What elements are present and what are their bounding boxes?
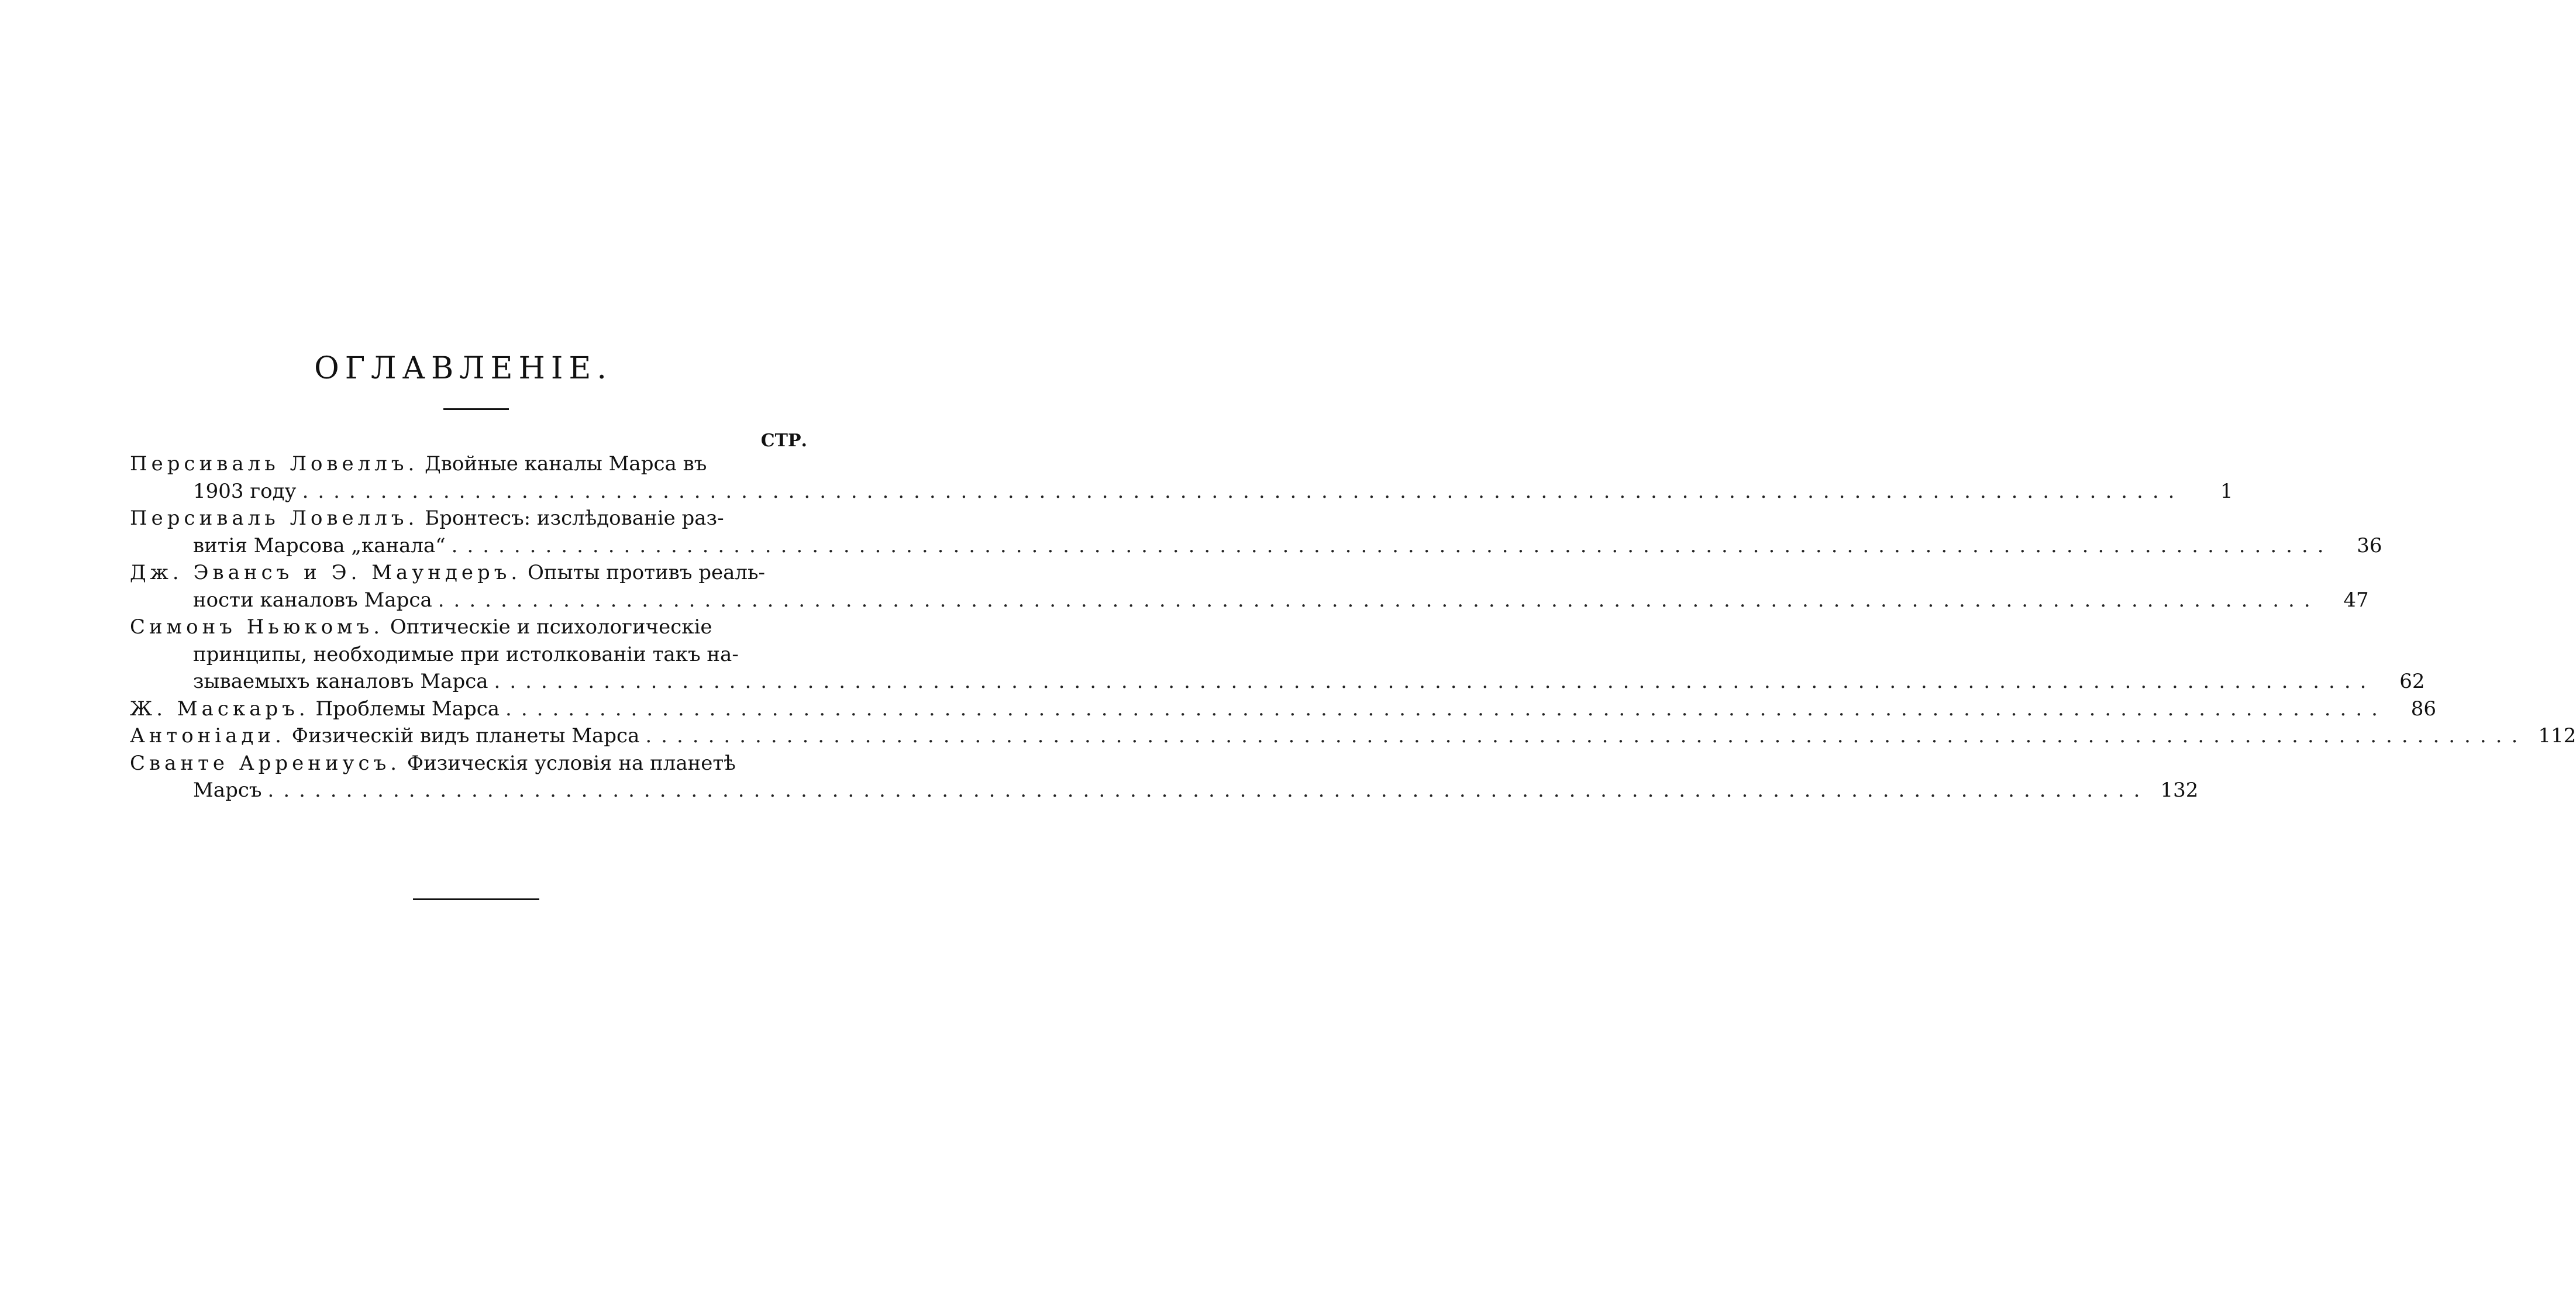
toc-entry[interactable] bbox=[130, 559, 2369, 614]
toc-entry-line bbox=[130, 478, 2233, 505]
toc-entry-page-number: 47 bbox=[2343, 588, 2369, 612]
toc-entry-line bbox=[130, 695, 2436, 723]
toc-entry-text bbox=[130, 615, 712, 639]
toc-entry-title: витія Марсова „канала“ bbox=[193, 533, 446, 557]
toc-entry-text bbox=[130, 752, 736, 775]
page-title: ОГЛАВЛЕНІЕ. bbox=[314, 351, 612, 386]
toc-entry-line bbox=[130, 777, 2199, 804]
toc-entry-author: Симонъ Ньюкомъ. bbox=[130, 615, 384, 639]
toc-entry-title: Марсъ bbox=[193, 779, 262, 802]
toc-entry-text bbox=[193, 532, 446, 560]
toc-entry-line bbox=[130, 532, 2382, 560]
toc-entry-page-number: 86 bbox=[2410, 697, 2436, 721]
toc-entry-line bbox=[130, 722, 2576, 750]
toc-entry-text bbox=[193, 478, 297, 505]
toc-entry-text bbox=[130, 507, 724, 530]
toc-entry-line bbox=[130, 450, 804, 478]
toc-entry-page-number: 1 bbox=[2220, 479, 2233, 503]
toc-entry-author: Дж. Эвансъ и Э. Маундеръ. bbox=[130, 561, 522, 584]
toc-entry-page-number: 132 bbox=[2160, 779, 2199, 802]
toc-entry-title: принципы, необходимые при истолкованіи такъ на- bbox=[193, 642, 739, 666]
toc-entry-text bbox=[130, 695, 500, 723]
toc-entry-text bbox=[130, 722, 639, 750]
toc-entry-title: Оптическіе и психологическіе bbox=[390, 615, 712, 639]
toc-entry-author: Антоніади. bbox=[130, 724, 285, 748]
toc-entry-author: Персиваль Ловеллъ. bbox=[130, 507, 419, 530]
toc-entry[interactable] bbox=[130, 450, 2233, 505]
toc-entry-title: Двойные каналы Марса въ bbox=[425, 452, 707, 476]
dot-leader: ........................................................................................................................ bbox=[438, 588, 2320, 612]
toc-entry-text bbox=[193, 643, 739, 666]
bottom-divider bbox=[413, 898, 539, 900]
page-column-header: СТР. bbox=[760, 430, 807, 451]
toc-entry-author: Ж. Маскаръ. bbox=[130, 697, 309, 721]
toc-entry-page-number: 36 bbox=[2357, 533, 2382, 557]
toc-entry-line bbox=[130, 668, 2425, 695]
toc-entry[interactable] bbox=[130, 505, 2382, 559]
toc-entry-text bbox=[193, 668, 488, 695]
toc-entry[interactable] bbox=[130, 722, 2576, 750]
toc-entry[interactable] bbox=[130, 695, 2436, 723]
table-of-contents bbox=[130, 450, 2576, 804]
toc-entry-line bbox=[130, 641, 804, 669]
toc-entry-line bbox=[130, 750, 804, 777]
toc-entry-line bbox=[130, 559, 804, 587]
toc-entry-title: зываемыхъ каналовъ Марса bbox=[193, 670, 488, 693]
toc-entry-title: Бронтесъ: изслѣдованіе раз- bbox=[425, 507, 724, 530]
title-divider bbox=[443, 408, 509, 410]
toc-entry-page-number: 62 bbox=[2399, 670, 2425, 693]
dot-leader: ........................................................................................................................ bbox=[494, 670, 2376, 693]
toc-entry-title: Физическій видъ планеты Марса bbox=[291, 724, 640, 748]
toc-entry-text bbox=[193, 777, 262, 804]
toc-entry-title: Проблемы Марса bbox=[315, 697, 500, 721]
toc-entry-page-number: 112 bbox=[2538, 724, 2576, 748]
toc-entry-line bbox=[130, 587, 2369, 614]
dot-leader: ........................................................................................................................ bbox=[451, 533, 2333, 557]
dot-leader: ........................................................................................................................ bbox=[645, 724, 2527, 748]
dot-leader: ........................................................................................................................ bbox=[505, 697, 2387, 721]
toc-entry-title: ности каналовъ Марса bbox=[193, 588, 432, 612]
toc-entry-text bbox=[193, 587, 432, 614]
toc-entry-text bbox=[130, 452, 707, 476]
toc-entry-line bbox=[130, 505, 804, 532]
toc-entry-author: Сванте Аррениусъ. bbox=[130, 751, 401, 775]
toc-entry[interactable] bbox=[130, 750, 2199, 804]
dot-leader: ........................................................................................................................ bbox=[302, 479, 2184, 503]
toc-entry-text bbox=[130, 561, 765, 584]
toc-entry-author: Персиваль Ловеллъ. bbox=[130, 452, 419, 476]
toc-entry-title: 1903 году bbox=[193, 479, 297, 503]
toc-entry-line bbox=[130, 614, 804, 641]
toc-entry-title: Опыты противъ реаль- bbox=[528, 561, 766, 584]
dot-leader: ........................................................................................................................ bbox=[267, 779, 2150, 802]
toc-entry[interactable] bbox=[130, 614, 2425, 695]
toc-entry-title: Физическія условія на планетѣ bbox=[407, 751, 736, 775]
